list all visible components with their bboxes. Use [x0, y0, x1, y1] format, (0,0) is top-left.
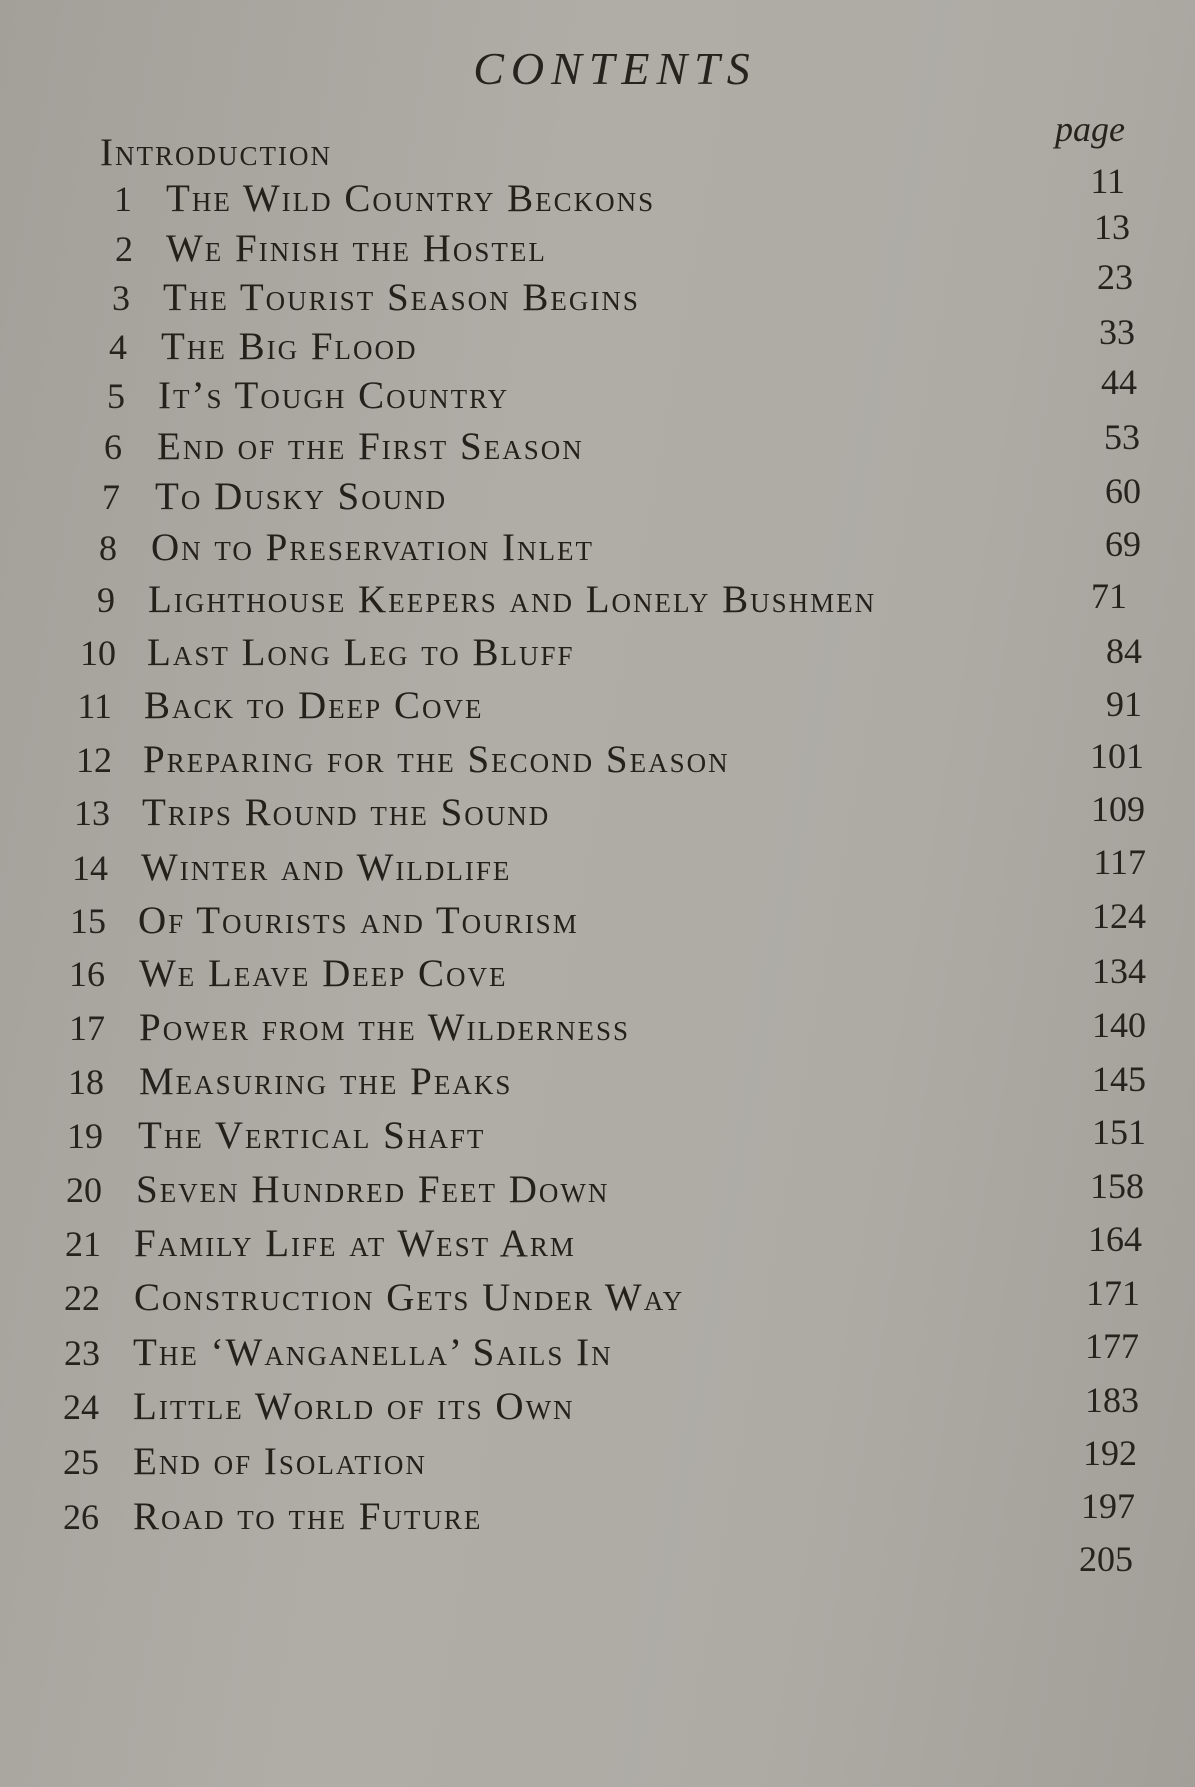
- chapter-number: 9: [97, 580, 115, 620]
- chapter-number: 10: [80, 633, 116, 673]
- chapter-number: 17: [69, 1008, 105, 1048]
- page-number: 101: [1090, 736, 1144, 776]
- chapter-title: The Wild Country Beckons: [166, 177, 656, 220]
- page-number: 117: [1093, 842, 1146, 882]
- page-number: 192: [1083, 1433, 1137, 1473]
- chapter-number: 18: [68, 1062, 104, 1102]
- chapter-number: 7: [102, 477, 120, 517]
- page-number: 124: [1092, 896, 1146, 936]
- chapter-title: Preparing for the Second Season: [143, 738, 730, 781]
- chapter-number: 6: [104, 427, 122, 467]
- chapter-title: Power from the Wilderness: [139, 1006, 631, 1049]
- chapter-title: We Leave Deep Cove: [139, 952, 508, 995]
- page-title: CONTENTS: [473, 43, 757, 94]
- chapter-number: 8: [99, 528, 117, 568]
- page-number: 11: [1090, 161, 1125, 201]
- page-number: 205: [1079, 1539, 1133, 1579]
- page-number: 151: [1092, 1112, 1146, 1152]
- page-number: 171: [1086, 1273, 1140, 1313]
- chapter-number: 11: [77, 686, 112, 726]
- chapter-title: End of the First Season: [157, 425, 584, 468]
- chapter-title: The Vertical Shaft: [138, 1114, 486, 1157]
- page-number: 23: [1097, 257, 1133, 297]
- chapter-number: 22: [64, 1278, 100, 1318]
- chapter-title: Of Tourists and Tourism: [138, 899, 579, 942]
- chapter-number: 24: [63, 1387, 99, 1427]
- page-number: 140: [1092, 1005, 1146, 1045]
- chapter-number: 13: [74, 793, 110, 833]
- chapter-title: On to Preservation Inlet: [151, 526, 594, 569]
- chapter-number: 3: [112, 278, 130, 318]
- chapter-number: 14: [72, 848, 108, 888]
- chapter-number: 16: [69, 954, 105, 994]
- page-number: 44: [1101, 362, 1137, 402]
- chapter-title: Construction Gets Under Way: [134, 1276, 685, 1319]
- page-number: 109: [1091, 789, 1145, 829]
- chapter-number: 20: [66, 1170, 102, 1210]
- chapter-title: The Big Flood: [161, 325, 418, 368]
- chapter-title: Winter and Wildlife: [141, 846, 512, 889]
- page-number: 134: [1092, 951, 1146, 991]
- page-number: 164: [1088, 1219, 1142, 1259]
- page-number: 183: [1085, 1380, 1139, 1420]
- page-number: 69: [1105, 524, 1141, 564]
- page-column-header: page: [1055, 109, 1125, 149]
- page-number: 71: [1091, 576, 1127, 616]
- chapter-title: Measuring the Peaks: [139, 1060, 513, 1103]
- chapter-title: It’s Tough Country: [158, 374, 510, 417]
- chapter-title: Introduction: [100, 131, 332, 174]
- chapter-title: Trips Round the Sound: [142, 791, 551, 834]
- chapter-number: 4: [109, 327, 127, 367]
- chapter-number: 25: [63, 1442, 99, 1482]
- chapter-title: Road to the Future: [133, 1495, 483, 1538]
- page-number: 33: [1099, 312, 1135, 352]
- chapter-number: 12: [76, 740, 112, 780]
- page-number: 197: [1081, 1486, 1135, 1526]
- chapter-number: 5: [107, 376, 125, 416]
- chapter-number: 1: [114, 179, 132, 219]
- chapter-title: Lighthouse Keepers and Lonely Bushmen: [148, 578, 877, 621]
- page-number: 145: [1092, 1059, 1146, 1099]
- chapter-number: 21: [65, 1224, 101, 1264]
- page-number: 158: [1090, 1166, 1144, 1206]
- chapter-title: The ‘Wanganella’ Sails In: [133, 1331, 613, 1374]
- chapter-number: 23: [64, 1333, 100, 1373]
- page-number: 13: [1094, 207, 1130, 247]
- chapter-title: The Tourist Season Begins: [163, 276, 640, 319]
- page-number: 91: [1106, 684, 1142, 724]
- page-number: 60: [1105, 471, 1141, 511]
- page-number: 84: [1106, 631, 1142, 671]
- chapter-number: 26: [63, 1497, 99, 1537]
- page-number: 53: [1104, 417, 1140, 457]
- chapter-title: End of Isolation: [133, 1440, 427, 1483]
- chapter-title: Back to Deep Cove: [144, 684, 484, 727]
- chapter-title: Little World of its Own: [133, 1385, 575, 1428]
- chapter-title: Family Life at West Arm: [134, 1222, 576, 1265]
- chapter-title: To Dusky Sound: [155, 475, 448, 518]
- chapter-number: 2: [115, 229, 133, 269]
- chapter-title: We Finish the Hostel: [166, 227, 547, 270]
- chapter-number: 19: [67, 1116, 103, 1156]
- chapter-title: Last Long Leg to Bluff: [147, 631, 575, 674]
- chapter-number: 15: [70, 901, 106, 941]
- chapter-title: Seven Hundred Feet Down: [136, 1168, 610, 1211]
- page-number: 177: [1085, 1326, 1139, 1366]
